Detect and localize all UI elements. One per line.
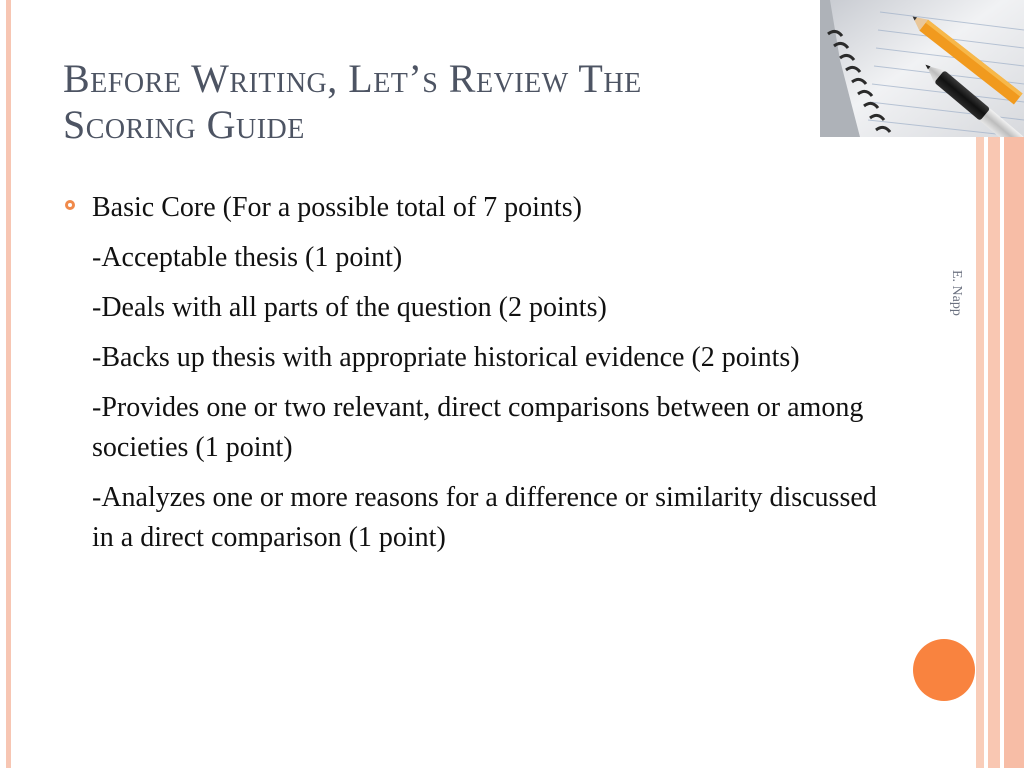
bullet-text: Basic Core (For a possible total of 7 points)	[92, 192, 582, 223]
right-decorative-stripe-2	[988, 137, 1000, 768]
criterion-backs-up-thesis: -Backs up thesis with appropriate historical evidence (2 points)	[92, 342, 800, 373]
orange-ring-bullet-icon	[65, 200, 75, 210]
criterion-analyzes-reasons: -Analyzes one or more reasons for a difference or similarity discussed in a direct comparison (1 point)	[92, 482, 877, 553]
orange-circle-decoration	[913, 639, 975, 701]
left-decorative-stripe	[6, 0, 11, 768]
notebook-pens-photo	[820, 0, 1024, 137]
criterion-acceptable-thesis: -Acceptable thesis (1 point)	[92, 242, 403, 273]
right-decorative-stripe-1	[976, 137, 984, 768]
author-credit: E. Napp	[949, 270, 964, 316]
criterion-direct-comparisons: -Provides one or two relevant, direct comparisons between or among societies (1 point)	[92, 392, 864, 463]
criterion-deals-with-all-parts: -Deals with all parts of the question (2 points)	[92, 292, 607, 323]
slide-title-line-1: Before Writing, Let’s Review The	[63, 56, 642, 101]
bullet-item-basic-core	[62, 188, 892, 228]
slide-title-line-2: Scoring Guide	[63, 102, 305, 147]
slide-title	[63, 56, 803, 148]
slide-body	[62, 188, 892, 568]
right-decorative-stripe-3	[1004, 137, 1024, 768]
